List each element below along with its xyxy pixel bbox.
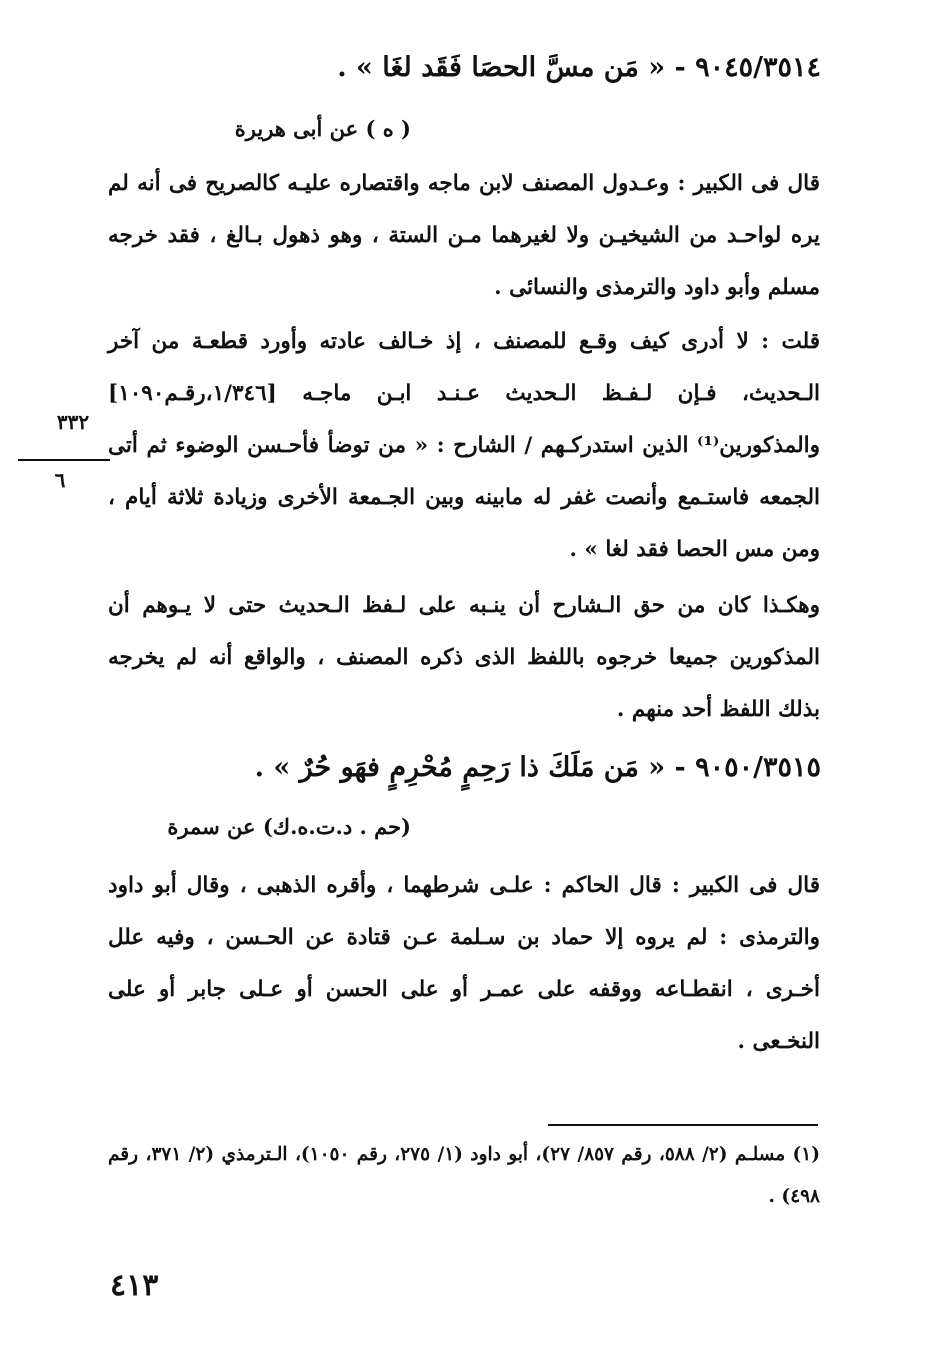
commentary-paragraph: وهكـذا كان من حق الـشارح أن ينـبه على لـفظ الـحديث حتى لا يـوهم أن المذكورين جميعا خرجوه باللفظ الذى ذكره المصنف ، والواقع أنه لم يخرجه بذلك اللفظ أحد منهم . xyxy=(108,593,820,722)
commentary-block xyxy=(108,860,820,1068)
margin-divider xyxy=(18,459,110,461)
commentary-paragraph: قلت : لا أدرى كيف وقـع للمصنف ، إذ خـالف عادته وأورد قطعـة من آخر الـحديث، فـإن لـفـظ الـحديث عـنـد ابـن ماجـه [١/٣٤٦،رقـم١٠٩٠] والمذكورين⁽¹⁾ الذين استدركـهم / الشارح : « من توضأ فأحـسن الوضوء ثم أتى الجمعه فاستـمع وأنصت غفر له مابينه وبين الجـمعة الأخرى وزيادة ثلاثة أيام ، ومن مس الحصا فقد لغا » . xyxy=(108,329,820,562)
footnote-rule xyxy=(548,1124,818,1126)
commentary-paragraph: قال فى الكبير : وعـدول المصنف لابن ماجه واقتصاره عليـه كالصريح فى أنه لم يره لواحـد من الشيخيـن ولا لغيرهما مـن الستة ، وهو ذهول بـالغ ، فقد خرجه مسلم وأبو داود والترمذى والنسائى . xyxy=(108,171,820,300)
margin-page-number: ٦ xyxy=(54,468,66,492)
hadith-heading: ٩٠٥٠/٣٥١٥ - « مَن مَلَكَ ذا رَحِمٍ مُحْرِمٍ فهَو حُرٌ » . xyxy=(254,752,821,783)
hadith-heading: ٩٠٤٥/٣٥١٤ - « مَن مسَّ الحصَا فَقَد لغَا » . xyxy=(337,52,821,83)
hadith-source: ( ه ) عن أبى هريرة xyxy=(234,116,411,141)
footnote: (١) مسلـم (٢/ ٥٨٨، رقم ٨٥٧/ ٢٧)، أبو داود (١/ ٢٧٥، رقم ١٠٥٠)، الـترمذي (٢/ ٣٧١، رقم ٤٩٨) . xyxy=(108,1144,820,1207)
commentary-block xyxy=(108,158,820,736)
margin-volume-number: ٣٣٢ xyxy=(56,410,90,434)
hadith-source: (حم . د.ت.ه.ك) عن سمرة xyxy=(167,814,411,839)
page-number: ٤١٣ xyxy=(110,1268,159,1303)
commentary-paragraph: قال فى الكبير : قال الحاكم : علـى شرطهما ، وأقره الذهبى ، وقال أبو داود والترمذى : لم يروه إلا حماد بن سـلمة عـن قتادة عن الحـسن ، وفيه علل أخـرى ، انقطـاعه ووقفه على عمـر أو على الحسن أو عـلى جابر أو على النخـعى . xyxy=(108,873,820,1054)
